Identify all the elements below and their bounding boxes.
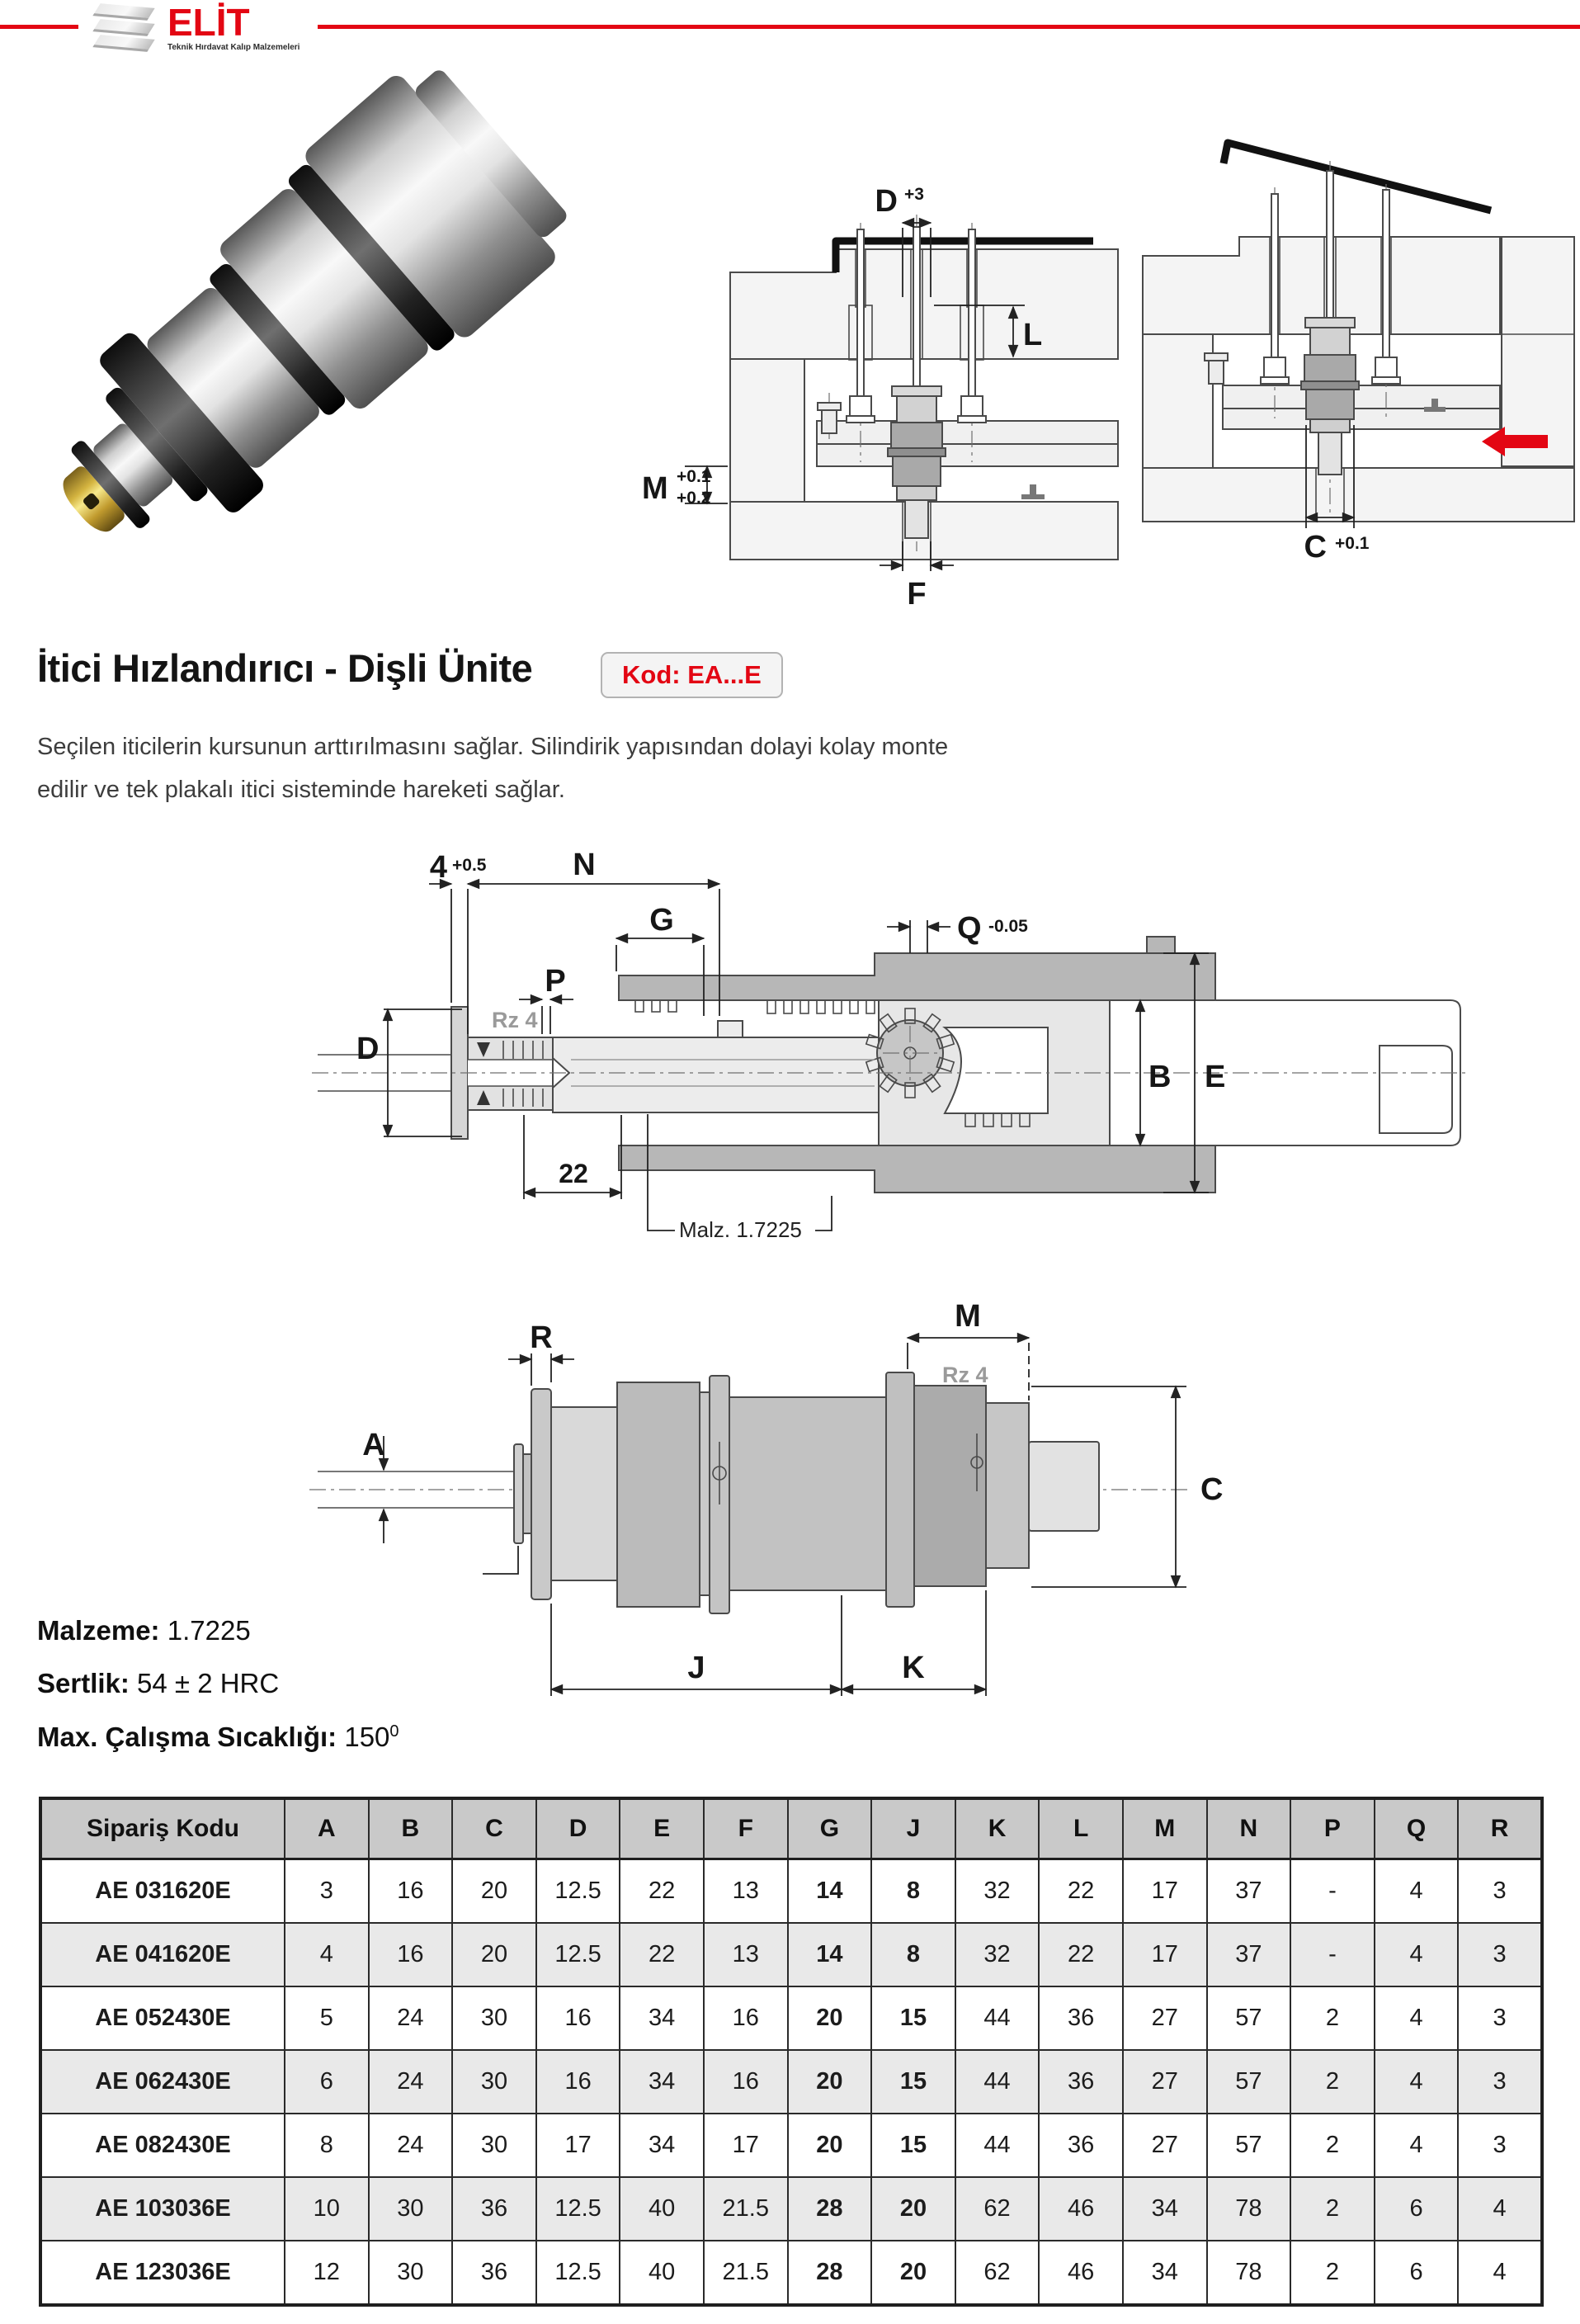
dim-tol-c: +0.1 (1335, 534, 1370, 553)
dim-label-22: 22 (559, 1159, 588, 1188)
table-header-row (40, 1798, 1542, 1859)
dimension-value-cell: 27 (1123, 2050, 1207, 2114)
dim-tol-4: +0.5 (452, 856, 487, 875)
dimension-value-cell: 17 (704, 2114, 788, 2177)
dimension-value-cell: 36 (452, 2177, 536, 2241)
dim-label-l: L (1023, 318, 1043, 352)
section-drawing (305, 829, 1477, 1267)
table-row (40, 2177, 1542, 2241)
table-row (40, 1986, 1542, 2050)
dimension-value-cell: 3 (1458, 1923, 1542, 1986)
logo-plate (92, 3, 154, 21)
dimension-value-cell: 78 (1207, 2241, 1291, 2305)
dimension-value-cell: 57 (1207, 2114, 1291, 2177)
dimension-value-cell: 13 (704, 1923, 788, 1986)
dimension-value-cell: 34 (1123, 2241, 1207, 2305)
dim-label-r: R (530, 1320, 553, 1355)
spec-hardness (37, 1657, 399, 1710)
spec-temperature (37, 1711, 399, 1764)
dimension-value-cell: - (1290, 1859, 1375, 1924)
dimension-value-cell: 4 (1375, 1859, 1459, 1924)
order-code-cell: AE 082430E (40, 2114, 285, 2177)
dimension-value-cell: 13 (704, 1859, 788, 1924)
dim-label-c: C (1200, 1472, 1224, 1507)
dimension-value-cell: 17 (536, 2114, 620, 2177)
column-header-dim: K (955, 1798, 1040, 1859)
dimension-value-cell: 12.5 (536, 2241, 620, 2305)
dimension-value-cell: 12 (285, 2241, 369, 2305)
order-table-wrap (39, 1797, 1544, 2307)
dimension-value-cell: 36 (1039, 2050, 1123, 2114)
dimension-value-cell: 4 (1375, 1986, 1459, 2050)
logo-plate (92, 35, 154, 52)
dim-label-k: K (902, 1651, 925, 1685)
product-code-badge: Kod: EA...E (601, 652, 783, 698)
spec-temperature-sup: 0 (389, 1722, 399, 1741)
column-header-dim: B (369, 1798, 453, 1859)
product-photo-render (0, 28, 606, 619)
dimension-value-cell: 20 (788, 2050, 872, 2114)
spec-material (37, 1604, 399, 1657)
dimension-value-cell: 4 (1375, 1923, 1459, 1986)
dimension-value-cell: 3 (1458, 1986, 1542, 2050)
dimension-value-cell: 22 (1039, 1923, 1123, 1986)
dimension-value-cell: 40 (620, 2177, 704, 2241)
dimension-value-cell: 30 (369, 2177, 453, 2241)
dimension-value-cell: 16 (369, 1859, 453, 1924)
dim-label-b: B (1148, 1060, 1172, 1094)
column-header-order-code: Sipariş Kodu (40, 1798, 285, 1859)
dimension-value-cell: 5 (285, 1986, 369, 2050)
dimension-value-cell: 6 (1375, 2241, 1459, 2305)
dimension-value-cell: 20 (871, 2241, 955, 2305)
column-header-dim: Q (1375, 1798, 1459, 1859)
dim-label-d: D (356, 1032, 380, 1066)
dimension-value-cell: 36 (452, 2241, 536, 2305)
dimension-value-cell: 20 (788, 2114, 872, 2177)
spec-material-label: Malzeme: (37, 1615, 160, 1646)
dimension-value-cell: 8 (871, 1859, 955, 1924)
dimension-value-cell: 20 (452, 1923, 536, 1986)
dim-tol-d: +3 (904, 185, 924, 204)
material-specs (37, 1604, 399, 1764)
mold-open-diagram (1130, 111, 1580, 619)
logo-plate (92, 19, 154, 36)
spec-hardness-label: Sertlik: (37, 1668, 130, 1699)
dim-label-m: M (642, 471, 668, 506)
dimension-value-cell: 12.5 (536, 1923, 620, 1986)
product-photo (45, 78, 623, 640)
dimension-value-cell: 27 (1123, 1986, 1207, 2050)
dimension-value-cell: 3 (1458, 1859, 1542, 1924)
mold-closed-diagram (627, 149, 1122, 619)
dimension-value-cell: 22 (620, 1859, 704, 1924)
dim-label-4: 4 (429, 850, 447, 885)
dimension-value-cell: 4 (1458, 2177, 1542, 2241)
dimension-value-cell: 46 (1039, 2241, 1123, 2305)
dimension-value-cell: 30 (452, 1986, 536, 2050)
column-header-dim: E (620, 1798, 704, 1859)
dimension-value-cell: 16 (704, 1986, 788, 2050)
dimension-value-cell: 36 (1039, 2114, 1123, 2177)
page-title: İtici Hızlandırıcı - Dişli Ünite (37, 646, 533, 690)
spec-temperature-value: 150 (344, 1721, 390, 1752)
column-header-dim: L (1039, 1798, 1123, 1859)
dim-label-q: Q (957, 911, 982, 946)
dimension-value-cell: 78 (1207, 2177, 1291, 2241)
dimension-value-cell: 15 (871, 2114, 955, 2177)
dimension-value-cell: 4 (1458, 2241, 1542, 2305)
elit-logo (78, 0, 318, 54)
order-code-cell: AE 041620E (40, 1923, 285, 1986)
dimension-value-cell: 17 (1123, 1923, 1207, 1986)
dimension-value-cell: 15 (871, 2050, 955, 2114)
dimension-value-cell: 2 (1290, 2177, 1375, 2241)
dimension-value-cell: 24 (369, 2050, 453, 2114)
surface-finish-label: Rz 4 (492, 1008, 538, 1032)
dimension-value-cell: 21.5 (704, 2177, 788, 2241)
order-code-cell: AE 103036E (40, 2177, 285, 2241)
dimension-value-cell: 62 (955, 2241, 1040, 2305)
dimension-value-cell: 21.5 (704, 2241, 788, 2305)
order-code-cell: AE 052430E (40, 1986, 285, 2050)
spec-material-value: 1.7225 (167, 1615, 251, 1646)
spec-temperature-label: Max. Çalışma Sıcaklığı: (37, 1721, 337, 1752)
dim-label-c: C (1304, 530, 1327, 564)
dimension-value-cell: 22 (1039, 1859, 1123, 1924)
dimension-value-cell: 62 (955, 2177, 1040, 2241)
table-row (40, 2241, 1542, 2305)
dim-label-n: N (573, 848, 596, 882)
dimension-value-cell: 24 (369, 1986, 453, 2050)
table-row (40, 1923, 1542, 1986)
order-code-cell: AE 062430E (40, 2050, 285, 2114)
dimension-value-cell: 57 (1207, 1986, 1291, 2050)
order-table (39, 1797, 1544, 2307)
order-code-cell: AE 123036E (40, 2241, 285, 2305)
column-header-dim: F (704, 1798, 788, 1859)
column-header-dim: C (452, 1798, 536, 1859)
column-header-dim: G (788, 1798, 872, 1859)
dimension-value-cell: 3 (1458, 2114, 1542, 2177)
dimension-value-cell: 30 (452, 2050, 536, 2114)
dimension-value-cell: - (1290, 1923, 1375, 1986)
column-header-dim: A (285, 1798, 369, 1859)
dimension-value-cell: 3 (1458, 2050, 1542, 2114)
dimension-value-cell: 28 (788, 2241, 872, 2305)
dimension-value-cell: 44 (955, 2050, 1040, 2114)
dimension-value-cell: 12.5 (536, 1859, 620, 1924)
brand-name: ELİT (167, 0, 250, 44)
dimension-value-cell: 57 (1207, 2050, 1291, 2114)
dimension-value-cell: 37 (1207, 1923, 1291, 1986)
dimension-value-cell: 2 (1290, 2050, 1375, 2114)
dimension-value-cell: 22 (620, 1923, 704, 1986)
description-line2: edilir ve tek plakalı itici sisteminde hareketi sağlar. (37, 776, 565, 803)
dimension-value-cell: 6 (285, 2050, 369, 2114)
dimension-value-cell: 32 (955, 1859, 1040, 1924)
dimension-value-cell: 27 (1123, 2114, 1207, 2177)
side-view-drawing (305, 1267, 1477, 1745)
description-line1: Seçilen iticilerin kursunun arttırılmasını sağlar. Silindirik yapısından dolayi kolay monte (37, 734, 949, 760)
dimension-value-cell: 20 (871, 2177, 955, 2241)
dimension-value-cell: 4 (285, 1923, 369, 1986)
dim-label-m: M (955, 1299, 981, 1334)
dim-label-f: F (907, 577, 927, 612)
spec-hardness-value: 54 ± 2 HRC (137, 1668, 280, 1699)
dimension-value-cell: 16 (704, 2050, 788, 2114)
dimension-value-cell: 44 (955, 1986, 1040, 2050)
dim-label-g: G (649, 903, 674, 938)
dim-label-p: P (545, 964, 566, 999)
dimension-value-cell: 17 (1123, 1859, 1207, 1924)
dimension-value-cell: 37 (1207, 1859, 1291, 1924)
dimension-value-cell: 4 (1375, 2050, 1459, 2114)
dimension-value-cell: 6 (1375, 2177, 1459, 2241)
dimension-value-cell: 40 (620, 2241, 704, 2305)
surface-finish-label: Rz 4 (942, 1363, 988, 1387)
dimension-value-cell: 36 (1039, 1986, 1123, 2050)
product-description (37, 726, 1143, 811)
dimension-value-cell: 14 (788, 1859, 872, 1924)
column-header-dim: R (1458, 1798, 1542, 1859)
dimension-value-cell: 46 (1039, 2177, 1123, 2241)
elit-logo-icon (97, 6, 156, 50)
dimension-value-cell: 8 (285, 2114, 369, 2177)
dimension-value-cell: 30 (452, 2114, 536, 2177)
dimension-value-cell: 44 (955, 2114, 1040, 2177)
table-row (40, 2114, 1542, 2177)
dimension-value-cell: 20 (452, 1859, 536, 1924)
table-row (40, 1859, 1542, 1924)
brand-tagline: Teknik Hırdavat Kalıp Malzemeleri (167, 42, 300, 52)
dimension-value-cell: 15 (871, 1986, 955, 2050)
dimension-value-cell: 16 (369, 1923, 453, 1986)
dimension-value-cell: 28 (788, 2177, 872, 2241)
dimension-value-cell: 10 (285, 2177, 369, 2241)
column-header-dim: P (1290, 1798, 1375, 1859)
dimension-value-cell: 3 (285, 1859, 369, 1924)
dim-tol-q: -0.05 (988, 917, 1028, 936)
dim-tol-m-bottom: +0.2 (677, 489, 711, 508)
dimension-value-cell: 20 (788, 1986, 872, 2050)
dimension-value-cell: 4 (1375, 2114, 1459, 2177)
column-header-dim: M (1123, 1798, 1207, 1859)
dimension-value-cell: 12.5 (536, 2177, 620, 2241)
dim-label-e: E (1205, 1060, 1226, 1094)
dimension-value-cell: 34 (620, 2050, 704, 2114)
order-code-cell: AE 031620E (40, 1859, 285, 1924)
dimension-value-cell: 2 (1290, 2241, 1375, 2305)
dimension-value-cell: 30 (369, 2241, 453, 2305)
dimension-value-cell: 32 (955, 1923, 1040, 1986)
dimension-value-cell: 16 (536, 1986, 620, 2050)
dim-label-d: D (875, 184, 898, 219)
dimension-value-cell: 2 (1290, 2114, 1375, 2177)
column-header-dim: N (1207, 1798, 1291, 1859)
table-row (40, 2050, 1542, 2114)
dimension-value-cell: 8 (871, 1923, 955, 1986)
column-header-dim: D (536, 1798, 620, 1859)
dim-label-j: J (687, 1651, 705, 1685)
material-callout: Malz. 1.7225 (679, 1217, 802, 1242)
hex-socket (82, 492, 101, 511)
dim-label-a: A (362, 1428, 385, 1462)
dim-tol-m-top: +0.1 (677, 467, 711, 486)
dimension-value-cell: 14 (788, 1923, 872, 1986)
dimension-value-cell: 34 (1123, 2177, 1207, 2241)
dimension-value-cell: 34 (620, 2114, 704, 2177)
dimension-value-cell: 24 (369, 2114, 453, 2177)
dimension-value-cell: 16 (536, 2050, 620, 2114)
dimension-value-cell: 2 (1290, 1986, 1375, 2050)
column-header-dim: J (871, 1798, 955, 1859)
dimension-value-cell: 34 (620, 1986, 704, 2050)
